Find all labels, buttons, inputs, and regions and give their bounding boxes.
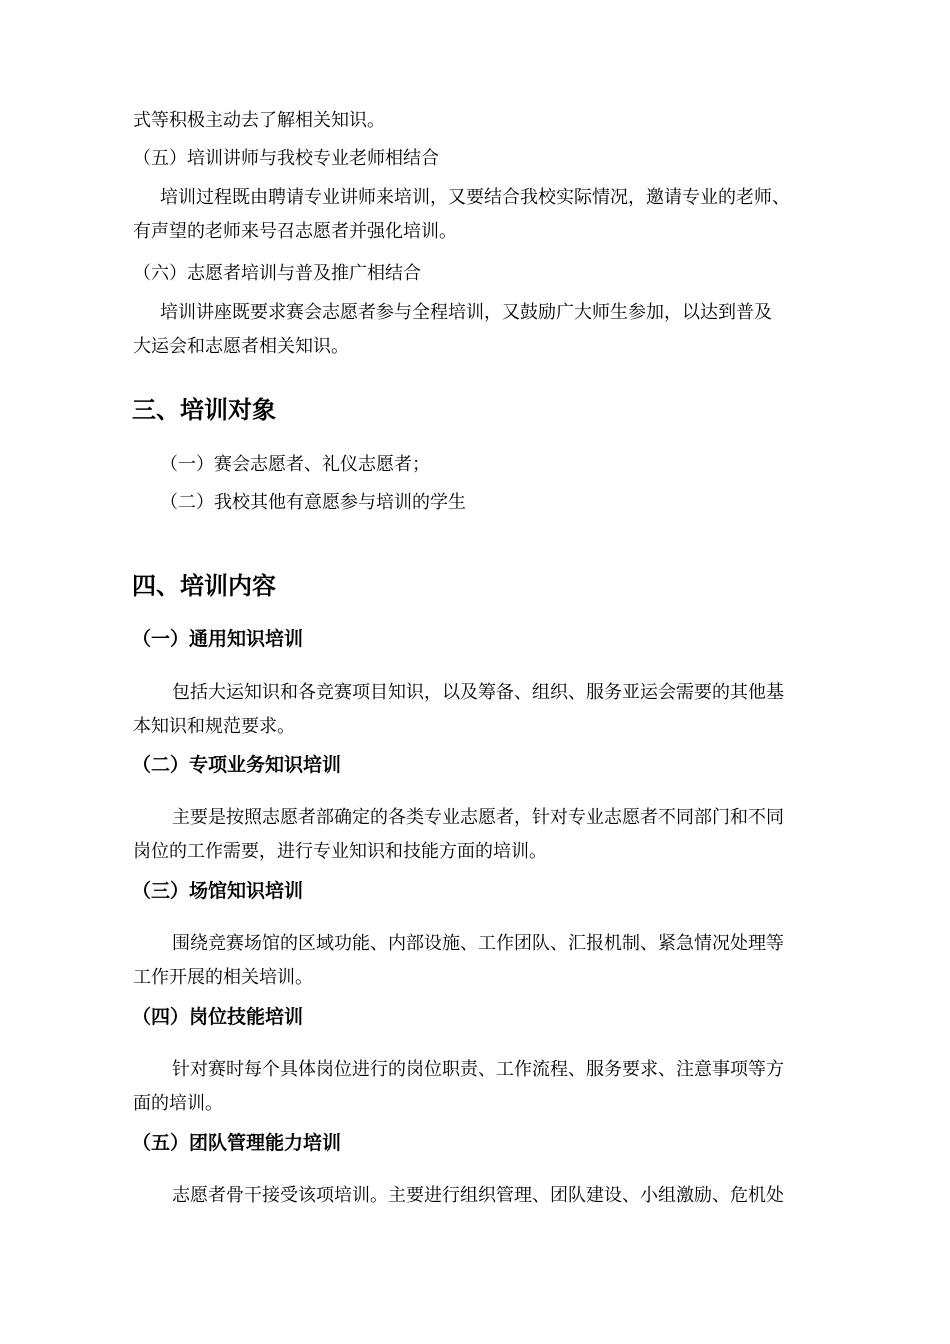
section-heading-3: 三、培训对象 [132,396,276,424]
text-line: 包括大运知识和各竞赛项目知识，以及筹备、组织、服务亚运会需要的其他基 [172,682,784,703]
text-line: 志愿者骨干接受该项培训。主要进行组织管理、团队建设、小组激励、危机处 [172,1185,784,1206]
text-line: 工作开展的相关培训。 [133,967,313,988]
text-line: 有声望的老师来号召志愿者并强化培训。 [133,221,457,242]
text-line: 培训讲座既要求赛会志愿者参与全程培训，又鼓励广大师生参加，以达到普及 [160,302,772,323]
text-line: 主要是按照志愿者部确定的各类专业志愿者，针对专业志愿者不同部门和不同 [172,807,784,828]
subsection-heading-2: （二）专项业务知识培训 [132,754,342,776]
text-line: 本知识和规范要求。 [133,716,295,737]
subsection-heading-5: （五）团队管理能力培训 [132,1132,342,1154]
section-heading-4: 四、培训内容 [132,572,276,600]
text-line: （一）赛会志愿者、礼仪志愿者； [160,454,430,475]
subsection-heading-3: （三）场馆知识培训 [132,880,304,902]
text-line: （二）我校其他有意愿参与培训的学生 [160,492,466,513]
text-line: 式等积极主动去了解相关知识。 [133,110,385,131]
text-line: 面的培训。 [133,1093,223,1114]
text-line: 岗位的工作需要，进行专业知识和技能方面的培训。 [133,841,547,862]
subsection-heading-4: （四）岗位技能培训 [132,1006,304,1028]
item-5-body [0,181,950,249]
section-3-item-1 [0,448,950,482]
text-line: 培训过程既由聘请专业讲师来培训，又要结合我校实际情况，邀请专业的老师、 [160,187,790,208]
text-line: 围绕竞赛场馆的区域功能、内部设施、工作团队、汇报机制、紧急情况处理等 [172,933,784,954]
item-6-body [0,296,950,364]
subsection-2-body [0,801,950,869]
subsection-3-body [0,927,950,995]
text-line: （五）培训讲师与我校专业老师相结合 [133,148,439,169]
text-line: （六）志愿者培训与普及推广相结合 [133,263,421,284]
paragraph-continuation [0,104,950,138]
subsection-heading-1: （一）通用知识培训 [132,628,304,650]
item-5-title [0,142,950,176]
subsection-4-body [0,1053,950,1121]
text-line: 针对赛时每个具体岗位进行的岗位职责、工作流程、服务要求、注意事项等方 [172,1059,784,1080]
text-line: 大运会和志愿者相关知识。 [133,336,349,357]
item-6-title [0,257,950,291]
section-3-item-2 [0,486,950,520]
subsection-5-body [0,1179,950,1213]
subsection-1-body [0,676,950,744]
